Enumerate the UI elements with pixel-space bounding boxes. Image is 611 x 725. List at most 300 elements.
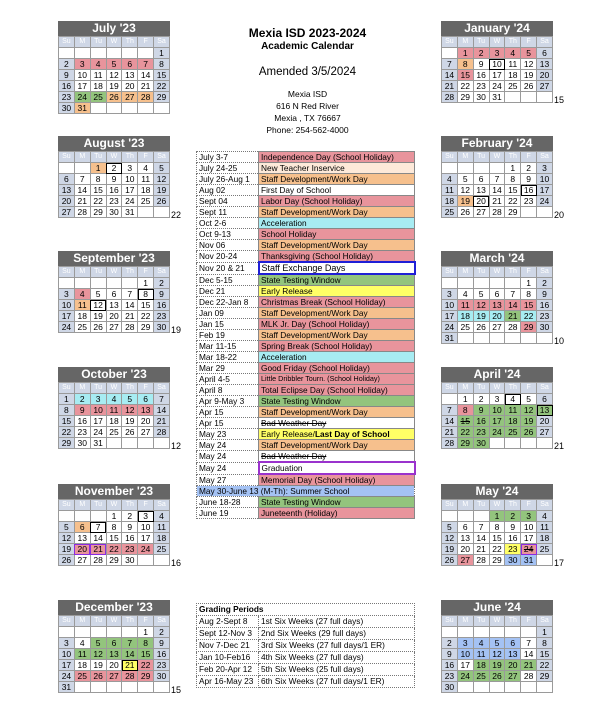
day-header: W (106, 37, 122, 48)
calendar-day: 16 (122, 533, 138, 544)
calendar-day: 4 (537, 511, 553, 522)
calendar-day: 12 (442, 533, 458, 544)
calendar-day: 27 (59, 207, 75, 218)
calendar-day: 27 (138, 427, 154, 438)
calendar-day: 7 (489, 174, 505, 185)
calendar-day: 30 (442, 682, 458, 693)
calendar-day: 12 (521, 59, 537, 70)
calendar-day: 16 (154, 300, 170, 311)
calendar-day: 27 (457, 555, 473, 566)
day-header: Su (442, 616, 458, 627)
calendar-day: 3 (59, 289, 75, 300)
calendar-day: 28 (521, 671, 537, 682)
day-header: F (521, 616, 537, 627)
day-header: W (106, 383, 122, 394)
month-title: June '24 (441, 600, 553, 615)
calendar-day: 18 (154, 533, 170, 544)
calendar-day: 1 (90, 163, 106, 174)
calendar-day: 25 (154, 544, 170, 555)
month-title: August '23 (58, 136, 170, 151)
event-row (197, 163, 415, 174)
calendar-day: 22 (457, 427, 473, 438)
calendar-day (90, 278, 106, 289)
calendar-day: 20 (59, 196, 75, 207)
calendar-day: 2 (59, 59, 75, 70)
calendar-day: 18 (90, 81, 106, 92)
calendar-day: 2 (74, 394, 90, 405)
day-header: Th (122, 383, 138, 394)
calendar-day: 21 (90, 544, 106, 555)
day-header: M (74, 152, 90, 163)
calendar-day: 26 (90, 671, 106, 682)
event-label (259, 274, 415, 286)
calendar-day: 9 (537, 289, 553, 300)
day-header: M (74, 616, 90, 627)
calendar-day (74, 278, 90, 289)
calendar-march-24 (441, 251, 565, 346)
calendar-day (505, 627, 521, 638)
day-header: Su (59, 616, 75, 627)
event-row (197, 429, 415, 440)
calendar-day: 30 (122, 555, 138, 566)
calendar-day: 28 (473, 555, 489, 566)
day-header: F (521, 267, 537, 278)
calendar-day: 3 (442, 289, 458, 300)
calendar-day: 2 (473, 48, 489, 59)
calendar-day: 4 (505, 48, 521, 59)
calendar-day: 9 (74, 405, 90, 416)
calendar-day: 30 (74, 438, 90, 449)
school-days-count: 21 (554, 441, 565, 451)
day-header: Tu (90, 500, 106, 511)
day-header: M (457, 383, 473, 394)
event-text: Staff Exchange Days (261, 263, 346, 273)
calendar-day: 29 (457, 438, 473, 449)
calendar-november-23 (58, 484, 182, 568)
event-label (259, 218, 415, 229)
event-text: Good Friday (School Holiday) (261, 363, 370, 373)
calendar-day: 24 (90, 427, 106, 438)
calendar-day: 5 (442, 522, 458, 533)
event-row (197, 262, 415, 274)
calendar-day: 12 (59, 533, 75, 544)
event-date: Nov 20-24 (197, 251, 259, 263)
calendar-day: 25 (442, 207, 458, 218)
calendar-day: 23 (505, 544, 521, 555)
day-header: Th (122, 267, 138, 278)
event-label (259, 407, 415, 418)
calendar-day (138, 207, 154, 218)
calendar-day: 5 (59, 522, 75, 533)
event-row (197, 451, 415, 463)
calendar-day: 29 (154, 92, 170, 103)
day-header: Su (442, 267, 458, 278)
calendar-day (122, 103, 138, 114)
calendar-day: 8 (106, 522, 122, 533)
calendar-day (442, 48, 458, 59)
calendar-day: 6 (74, 522, 90, 533)
calendar-day: 2 (122, 511, 138, 522)
calendar-day: 6 (106, 638, 122, 649)
calendar-day: 21 (442, 427, 458, 438)
calendar-day: 24 (457, 671, 473, 682)
calendar-day: 18 (537, 533, 553, 544)
calendar-day: 22 (521, 311, 537, 322)
calendar-day: 22 (90, 196, 106, 207)
day-header: M (74, 383, 90, 394)
day-header: Sa (154, 500, 170, 511)
calendar-february-24 (441, 136, 565, 220)
calendar-day: 13 (473, 185, 489, 196)
calendar-day: 20 (489, 311, 505, 322)
event-date: Sept 11 (197, 207, 259, 218)
calendar-day: 28 (122, 671, 138, 682)
day-header: Th (505, 383, 521, 394)
calendar-day: 7 (74, 174, 90, 185)
calendar-day: 11 (457, 300, 473, 311)
calendar-day: 8 (154, 59, 170, 70)
calendar-day (106, 627, 122, 638)
calendar-day: 24 (489, 81, 505, 92)
event-date: Sept 04 (197, 196, 259, 207)
calendar-day: 11 (90, 70, 106, 81)
event-row (197, 341, 415, 352)
event-row (197, 274, 415, 286)
calendar-day (74, 511, 90, 522)
day-header: Su (59, 500, 75, 511)
calendar-day (59, 48, 75, 59)
event-summer-school: May 30-June 13 (M-Th): Summer School (197, 486, 415, 497)
event-text: Spring Break (School Holiday) (261, 341, 373, 351)
school-days-count: 12 (171, 441, 182, 451)
event-label (259, 251, 415, 263)
event-date: May 24 (197, 451, 259, 463)
event-row (197, 474, 415, 486)
event-label (259, 440, 415, 451)
calendar-day: 5 (473, 289, 489, 300)
calendar-day: 10 (138, 522, 154, 533)
calendar-day: 8 (138, 289, 154, 300)
event-row (197, 330, 415, 341)
event-text: Christmas Break (School Holiday) (261, 297, 386, 307)
day-header: Tu (90, 152, 106, 163)
calendar-december-23 (58, 600, 182, 695)
calendar-day (473, 278, 489, 289)
calendar-day (521, 682, 537, 693)
calendar-day (122, 627, 138, 638)
calendar-day: 23 (521, 196, 537, 207)
calendar-day: 14 (442, 70, 458, 81)
calendar-day: 2 (521, 163, 537, 174)
event-row (197, 218, 415, 229)
calendar-day: 31 (90, 438, 106, 449)
calendar-day: 11 (74, 649, 90, 660)
school-days-count: 20 (554, 210, 565, 220)
event-date: Aug 02 (197, 185, 259, 196)
calendar-day: 12 (90, 649, 106, 660)
calendar-day: 10 (59, 649, 75, 660)
day-header: M (457, 152, 473, 163)
month-title: October '23 (58, 367, 170, 382)
calendar-day (59, 163, 75, 174)
calendar-july-23 (58, 21, 170, 114)
calendar-day (138, 438, 154, 449)
calendar-day: 29 (489, 555, 505, 566)
calendar-day: 23 (442, 671, 458, 682)
calendar-day (521, 207, 537, 218)
calendar-day: 26 (106, 92, 122, 103)
calendar-day: 24 (59, 322, 75, 333)
event-text: Acceleration (261, 352, 307, 362)
calendar-day: 14 (154, 405, 170, 416)
calendar-day (473, 163, 489, 174)
calendar-day: 9 (154, 289, 170, 300)
event-label (259, 262, 415, 274)
event-date: Apr 15 (197, 407, 259, 418)
calendar-day: 29 (106, 555, 122, 566)
calendar-day: 26 (154, 196, 170, 207)
calendar-day (489, 438, 505, 449)
calendar-day: 25 (74, 322, 90, 333)
amended-date: Amended 3/5/2024 (258, 66, 357, 78)
calendar-day: 15 (138, 649, 154, 660)
calendar-day: 19 (122, 416, 138, 427)
calendar-day: 8 (59, 405, 75, 416)
event-date: Jan 09 (197, 308, 259, 319)
event-date: Feb 19 (197, 330, 259, 341)
grading-label: 1st Six Weeks (27 full days) (259, 616, 415, 628)
calendar-day (59, 278, 75, 289)
page-title: Mexia ISD 2023-2024 (248, 26, 367, 40)
calendar-day (106, 438, 122, 449)
calendar-day: 24 (489, 427, 505, 438)
event-label (259, 451, 415, 463)
grading-date: Apr 16-May 23 (197, 676, 259, 688)
calendar-day: 3 (74, 59, 90, 70)
calendar-day: 28 (138, 92, 154, 103)
event-label (259, 196, 415, 207)
calendar-day: 22 (537, 660, 553, 671)
calendar-day: 18 (442, 196, 458, 207)
day-header: Tu (473, 616, 489, 627)
event-label (259, 152, 415, 163)
calendar-day: 4 (442, 174, 458, 185)
calendar-day: 19 (90, 660, 106, 671)
calendar-day: 2 (106, 163, 122, 174)
calendar-day: 17 (537, 185, 553, 196)
calendar-day: 21 (442, 81, 458, 92)
calendar-august-23 (58, 136, 182, 220)
calendar-day: 11 (74, 300, 90, 311)
calendar-day (505, 92, 521, 103)
calendar-day (457, 163, 473, 174)
day-header: F (138, 500, 154, 511)
calendar-day: 10 (537, 174, 553, 185)
calendar-day: 6 (537, 48, 553, 59)
event-date: Dec 22-Jan 8 (197, 297, 259, 308)
calendar-day: 7 (442, 405, 458, 416)
event-label (259, 363, 415, 374)
event-row (197, 396, 415, 407)
calendar-day: 23 (154, 660, 170, 671)
day-header: Sa (154, 152, 170, 163)
event-date: July 26-Aug 1 (197, 174, 259, 185)
day-header: W (489, 152, 505, 163)
event-text: Independence Day (School Holiday) (261, 152, 394, 162)
day-header: Tu (473, 383, 489, 394)
calendar-day: 8 (505, 174, 521, 185)
event-label (259, 163, 415, 174)
day-header: Th (505, 37, 521, 48)
calendar-day: 8 (457, 405, 473, 416)
calendar-day (457, 511, 473, 522)
calendar-day: 23 (473, 81, 489, 92)
calendar-day: 7 (90, 522, 106, 533)
day-header: Sa (537, 383, 553, 394)
calendar-day: 18 (473, 660, 489, 671)
calendar-day (505, 333, 521, 344)
calendar-day: 18 (138, 185, 154, 196)
calendar-day: 4 (457, 289, 473, 300)
calendar-day: 9 (473, 59, 489, 70)
day-header: Tu (473, 500, 489, 511)
calendar-day: 29 (505, 207, 521, 218)
calendar-day: 17 (122, 185, 138, 196)
calendar-day: 12 (473, 300, 489, 311)
org-street: 616 N Red River (276, 101, 339, 111)
calendar-day: 27 (537, 81, 553, 92)
calendar-day (537, 333, 553, 344)
event-row (197, 207, 415, 218)
calendar-day: 13 (537, 405, 553, 416)
calendar-day: 28 (122, 322, 138, 333)
calendar-day: 8 (489, 522, 505, 533)
event-date: July 24-25 (197, 163, 259, 174)
calendar-day (521, 438, 537, 449)
calendar-day: 4 (138, 163, 154, 174)
calendar-day: 24 (122, 196, 138, 207)
event-label (259, 207, 415, 218)
calendar-day: 5 (521, 48, 537, 59)
day-header: Th (505, 500, 521, 511)
day-header: Su (442, 152, 458, 163)
event-date: Apr 9-May 3 (197, 396, 259, 407)
event-date: May 23 (197, 429, 259, 440)
calendar-day: 6 (489, 289, 505, 300)
calendar-day: 18 (505, 416, 521, 427)
day-header: Sa (537, 267, 553, 278)
event-date: Oct 9-13 (197, 229, 259, 240)
calendar-day: 20 (537, 416, 553, 427)
calendar-day: 10 (74, 70, 90, 81)
calendar-day (106, 103, 122, 114)
calendar-day: 30 (154, 322, 170, 333)
grading-label: 4th Six Weeks (27 full days) (259, 652, 415, 664)
calendar-day: 11 (106, 405, 122, 416)
school-days-count: 15 (171, 685, 182, 695)
day-header: F (521, 383, 537, 394)
event-row (197, 185, 415, 196)
calendar-day: 27 (106, 322, 122, 333)
calendar-day: 19 (59, 544, 75, 555)
event-text: Labor Day (School Holiday) (261, 196, 363, 206)
calendar-day: 10 (489, 405, 505, 416)
event-text: Early Release (261, 286, 313, 296)
calendar-day: 11 (154, 522, 170, 533)
calendar-day: 22 (106, 544, 122, 555)
event-row (197, 462, 415, 474)
calendar-day: 30 (59, 103, 75, 114)
calendar-day: 4 (473, 638, 489, 649)
calendar-day: 17 (59, 660, 75, 671)
day-header: F (138, 383, 154, 394)
calendar-day (59, 511, 75, 522)
event-text: Little Dribbler Tourn. (School Holiday) (261, 374, 380, 383)
event-text: Bad Weather Day (261, 451, 327, 461)
event-row (197, 251, 415, 263)
calendar-day (122, 48, 138, 59)
month-title: November '23 (58, 484, 170, 499)
event-label (259, 497, 415, 508)
grading-date: Sept 12-Nov 3 (197, 628, 259, 640)
calendar-day: 14 (122, 649, 138, 660)
calendar-day (138, 48, 154, 59)
calendar-day: 1 (537, 627, 553, 638)
event-text: Staff Development/Work Day (261, 330, 368, 340)
event-text: Bad Weather Day (261, 418, 327, 428)
event-text: Total Eclipse Day (School Holiday) (261, 385, 388, 395)
calendar-day: 28 (442, 92, 458, 103)
calendar-day: 10 (489, 59, 505, 70)
month-title: March '24 (441, 251, 553, 266)
calendar-day: 5 (489, 638, 505, 649)
day-header: Su (59, 152, 75, 163)
grading-row (197, 676, 415, 688)
calendar-day: 9 (505, 522, 521, 533)
calendar-day: 19 (154, 185, 170, 196)
day-header: M (74, 37, 90, 48)
grading-date: Nov 7-Dec 21 (197, 640, 259, 652)
event-text: State Testing Window (261, 497, 341, 507)
event-text: First Day of School (261, 185, 332, 195)
calendar-day: 2 (473, 394, 489, 405)
day-header: Th (122, 616, 138, 627)
calendar-day (473, 682, 489, 693)
day-header: Su (59, 383, 75, 394)
event-label (259, 174, 415, 185)
calendar-day: 5 (106, 59, 122, 70)
calendar-day: 2 (505, 511, 521, 522)
event-label (259, 185, 415, 196)
calendar-day: 3 (457, 638, 473, 649)
day-header: Tu (473, 267, 489, 278)
calendar-day: 3 (489, 394, 505, 405)
day-header: F (521, 37, 537, 48)
event-date: Dec 5-15 (197, 274, 259, 286)
calendar-day: 9 (59, 70, 75, 81)
calendar-day: 20 (122, 81, 138, 92)
calendar-day (59, 627, 75, 638)
day-header: W (489, 383, 505, 394)
calendar-day: 1 (154, 48, 170, 59)
calendar-day: 15 (457, 416, 473, 427)
calendar-day (122, 682, 138, 693)
calendar-day: 8 (138, 638, 154, 649)
month-title: July '23 (58, 21, 170, 36)
event-row (197, 240, 415, 251)
calendar-day: 12 (106, 70, 122, 81)
event-row (197, 497, 415, 508)
